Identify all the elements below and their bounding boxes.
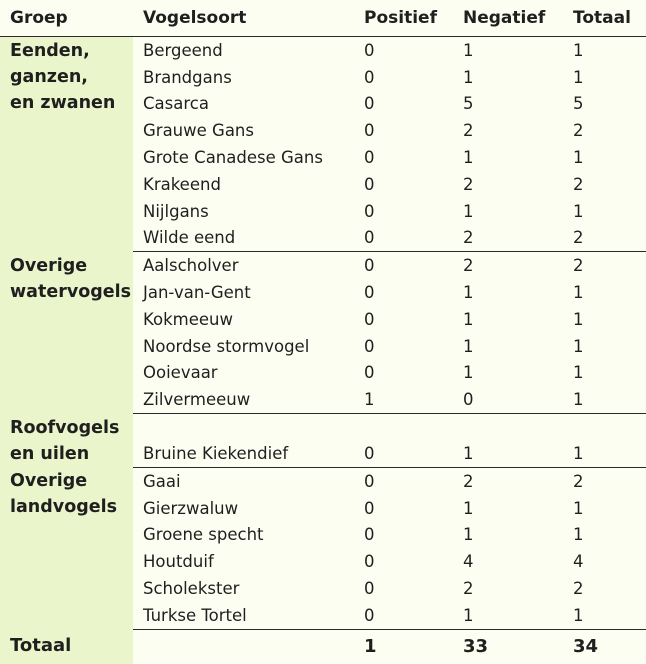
total-cell: 1 [573,201,584,221]
total-cell [563,414,646,441]
negative-cell: 1 [463,498,474,518]
species-cell: Bergeend [143,40,223,60]
total-cell: 2 [573,471,584,491]
group-label-line: en uilen [10,443,90,464]
group-label-line: Overige [10,255,88,276]
species-cell: Scholekster [143,579,240,599]
negative-cell: 1 [463,336,474,356]
group-label-line: Roofvogels [10,417,120,438]
species-cell: Grote Canadese Gans [143,148,323,168]
negative-cell: 0 [453,386,563,413]
positive-cell: 0 [364,256,375,276]
negative-cell: 2 [463,121,474,141]
header-groep: Groep [0,0,133,37]
positive-cell: 0 [364,363,375,383]
total-cell: 1 [563,602,646,629]
species-cell: Krakeend [143,174,221,194]
total-cell: 1 [573,40,584,60]
table-body [0,37,646,630]
positive-cell: 0 [364,174,375,194]
positive-cell: 0 [364,579,375,599]
species-cell: Grauwe Gans [143,121,254,141]
total-label: Totaal [0,629,133,664]
species-cell: Houtduif [143,552,214,572]
negative-cell: 1 [463,148,474,168]
total-cell: 1 [573,309,584,329]
total-cell: 4 [573,552,584,572]
species-cell [133,414,354,441]
species-cell: Noordse stormvogel [143,336,310,356]
negative-cell: 2 [463,579,474,599]
species-cell: Bruine Kiekendief [133,440,354,467]
total-cell: 2 [573,174,584,194]
positive-cell: 0 [364,471,375,491]
header-totaal: Totaal [563,0,646,37]
negative-cell: 2 [463,174,474,194]
species-cell: Aalscholver [143,256,239,276]
total-cell: 5 [573,94,584,114]
header-negatief: Negatief [453,0,563,37]
positive-cell: 1 [354,386,453,413]
species-cell: Gierzwaluw [143,498,239,518]
negative-cell: 1 [453,602,563,629]
total-cell: 2 [563,225,646,252]
negative-cell: 1 [463,201,474,221]
group-cell [0,414,133,468]
species-cell: Turkse Tortel [133,602,354,629]
total-cell: 1 [573,283,584,303]
total-cell: 1 [573,67,584,87]
positive-cell: 0 [364,40,375,60]
positive-cell: 0 [364,121,375,141]
positive-cell: 0 [364,67,375,87]
group-label-line: Overige [10,471,88,492]
group-label-line: landvogels [10,497,118,518]
total-cell: 1 [573,498,584,518]
negative-cell: 2 [463,471,474,491]
negative-cell: 4 [463,552,474,572]
negative-cell: 1 [463,525,474,545]
species-cell: Jan-van-Gent [143,283,251,303]
negative-cell: 1 [463,283,474,303]
negative-cell: 5 [463,94,474,114]
total-row [0,629,646,664]
group-label-line: Eenden, [10,41,90,61]
positive-cell: 0 [364,148,375,168]
total-cell: 1 [573,525,584,545]
positive-cell: 0 [364,552,375,572]
species-cell: Zilvermeeuw [133,386,354,413]
positive-cell: 0 [364,498,375,518]
total-total: 34 [573,636,599,658]
positive-cell: 0 [364,525,375,545]
group-cell [0,252,133,414]
species-cell: Ooievaar [143,363,218,383]
group-label-line: watervogels [10,281,132,302]
species-cell: Gaai [143,471,181,491]
total-cell: 1 [563,440,646,467]
species-cell: Kokmeeuw [143,309,233,329]
total-cell: 1 [573,148,584,168]
table-row [0,467,646,494]
negative-cell: 2 [453,225,563,252]
total-species [133,629,354,664]
group-cell [0,37,133,252]
group-label-line: en zwanen [10,93,116,113]
table-row [0,252,646,279]
negative-cell: 1 [453,440,563,467]
positive-cell: 0 [354,225,453,252]
positive-cell [354,414,453,441]
positive-cell: 0 [354,440,453,467]
total-cell: 1 [573,336,584,356]
total-cell: 2 [573,256,584,276]
species-cell: Casarca [143,94,209,114]
negative-cell: 1 [463,309,474,329]
header-vogelsoort: Vogelsoort [133,0,354,37]
table-row [0,37,646,64]
group-cell [0,467,133,629]
negative-cell [453,414,563,441]
total-cell: 1 [573,363,584,383]
group-label-line: ganzen, [10,67,88,87]
total-cell: 1 [563,386,646,413]
total-cell: 2 [573,121,584,141]
species-cell: Nijlgans [143,201,209,221]
negative-cell: 1 [463,363,474,383]
positive-cell: 0 [364,201,375,221]
positive-cell: 0 [364,94,375,114]
positive-cell: 0 [364,336,375,356]
negative-cell: 1 [463,40,474,60]
negative-cell: 1 [463,67,474,87]
positive-cell: 0 [364,309,375,329]
total-negative: 33 [463,636,489,658]
positive-cell: 0 [354,602,453,629]
negative-cell: 2 [463,256,474,276]
species-cell: Brandgans [143,67,232,87]
table-row [0,414,646,441]
total-cell: 2 [573,579,584,599]
species-cell: Wilde eend [133,225,354,252]
header-row [0,0,646,37]
header-positief: Positief [354,0,453,37]
positive-cell: 0 [364,283,375,303]
species-cell: Groene specht [143,525,264,545]
total-positive: 1 [364,636,377,658]
